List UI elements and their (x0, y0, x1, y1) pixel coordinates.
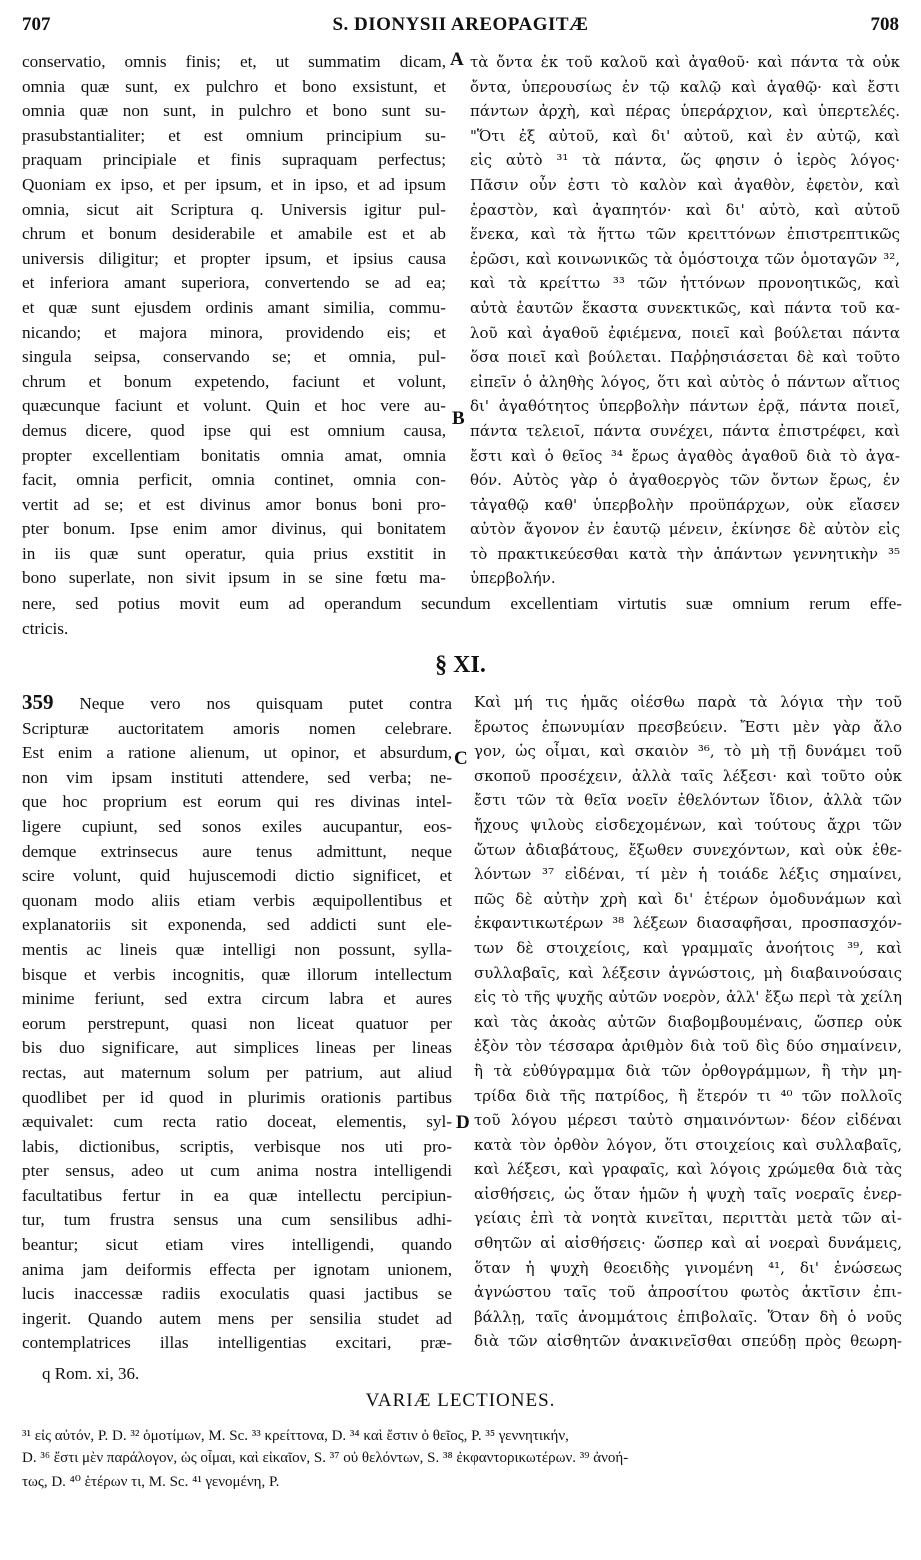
text-line: αὐτὸν ἄγονον ἐν ἑαυτῷ μένειν, ἐκίνησε δὲ αὐτὸν εἰς (470, 520, 900, 539)
text-line: ὅταν ἡ ψυχὴ θεοειδὴς γινομένη ⁴¹, δι' ἑνώσεως (474, 1258, 902, 1277)
text-line: propter excellentiam bonitatis omnia amat, omnia (22, 445, 446, 465)
greek-column-top (470, 50, 900, 595)
text-line: facit, omnia perficit, omnia continet, omnia con- (22, 470, 446, 490)
text-line: in iis quæ sunt operatur, quia prius exstitit in (22, 543, 446, 563)
text-line: γον, ὡς οἶμαι, καὶ σκαιὸν ³⁶, τὸ μὴ τῇ δυνάμει τοῦ (474, 742, 902, 761)
text-line: vertit ad se; et est divinus amor bonus boni pro- (22, 494, 446, 514)
greek-column-bottom (474, 690, 902, 1362)
text-line: ἀγνώστου ταῖς τοῦ ἀπροσίτου φωτὸς ἀκτῖσιν ἐπι- (474, 1283, 902, 1302)
text-line: σθητῶν αἱ αἰσθήσεις· ὥσπερ καὶ αἱ νοεραὶ δυνάμεις, (474, 1234, 902, 1253)
text-line: λοῦ καὶ ἀγαθοῦ ἐφιέμενα, ποιεῖ καὶ βούλεται πάντα (470, 323, 900, 342)
text-line: ctricis. (22, 618, 69, 638)
text-line: chrum et bonum desiderabile et amabile est et ab (22, 224, 446, 244)
text-line: ἔστι τῶν τὰ θεῖα νοεῖν ἐθελόντων ἴδιον, ἀλλὰ τῶν (474, 791, 902, 810)
text-line: bono superlate, non sivit ipsum in se sine fœtu ma- (22, 568, 446, 588)
text-line: πάντα τελειοῖ, πάντα συνέχει, πάντα ἐπιστρέφει, καὶ (470, 421, 900, 440)
footnote: q Rom. xi, 36. (42, 1364, 140, 1383)
text-line: labis, dictionibus, scriptis, verbisque nos uti pro- (22, 1136, 452, 1156)
margin-marker-b: B (452, 408, 465, 429)
text-line: τἀγαθῷ καθ' ὑπερβολὴν προϋπάρχων, οὐκ εἴασεν (470, 495, 900, 514)
text-line: conservatio, omnis finis; et, ut summatim dicam, (22, 52, 446, 71)
page-number-right: 708 (870, 14, 899, 35)
text-line: beantur; sicut etiam vires intelligendi, quando (22, 1235, 452, 1255)
variant-line: ³¹ εἰς αὐτόν, P. D. ³² ὁμοτίμων, M. Sc. ³³ κρείττονα, D. ³⁴ καὶ ἔστιν ὁ θεῖος, P. ³⁵ γεννητικήν, (22, 1428, 569, 1444)
text-line: demus dicere, quod ipse qui est omnium causa, (22, 420, 446, 440)
text-line: quodlibet per id quod in plurimis orationis partibus (22, 1087, 452, 1107)
text-line: ingerit. Quando autem mens per sensilia studet ad (22, 1308, 452, 1328)
text-line: "Ὅτι ἐξ αὐτοῦ, καὶ δι' αὐτοῦ, καὶ ἐν αὐτῷ, καὶ (470, 126, 900, 145)
text-line: σκοποῦ προσέχειν, ἀλλὰ ταῖς λέξεσι· καὶ τοῦτο οὐκ (474, 766, 902, 785)
text-line: pter sensus, adeo ut cum anima nostra intelligendi (22, 1161, 452, 1181)
text-line: scire volunt, quid hujuscemodi dictio significet, et (22, 866, 452, 886)
text-line: βάλλῃ, ταῖς ἀνομμάτοις ἐπιβολαῖς. Ὅταν δὴ ὁ νοῦς (474, 1307, 902, 1326)
text-line: æquivalet: cum recta ratio doceat, elementis, syl- (22, 1112, 452, 1132)
text-line: ὤτων ἀδιαβάτους, ἔξωθεν συνεχόντων, καὶ οὐκ ἐθε- (474, 840, 902, 859)
text-line: θόν. Αὐτὸς γὰρ ὁ ἀγαθοεργὸς τῶν ὄντων ἔρως, ἐν (470, 471, 900, 490)
text-line: αἰσθήσεις, ὡς ὅταν ἡμῶν ἡ ψυχὴ ταῖς νοεραῖς ἐνερ- (474, 1184, 902, 1203)
text-line: nicando; et majora minora, providendo eis; et (22, 322, 446, 342)
text-line: ἐρῶσι, καὶ κοινωνικῶς τὰ ὁμόστοιχα τῶν ὁμοταγῶν ³², (470, 249, 900, 268)
margin-marker-c: C (454, 748, 468, 769)
text-line: δι' ἀγαθότητος ὑπερβολὴν πάντων ἐρᾷ, πάντα ποιεῖ, (470, 397, 900, 416)
text-line: καὶ τὰ κρείττω ³³ τῶν ἡττόνων προνοητικῶς, καὶ (470, 274, 900, 293)
variant-line: D. ³⁶ ἔστι μὲν παράλογον, ὡς οἶμαι, καὶ εἰκαῖον, S. ³⁷ οὐ θελόντων, S. ³⁸ ἐκφαντορικωτέρων. ³⁹ ἀνοή- (22, 1450, 629, 1466)
text-line: εἰς αὐτὸ ³¹ τὰ πάντα, ὥς φησιν ὁ ἱερὸς λόγος· (470, 151, 900, 170)
text-line: ὄντα, ὑπερουσίως ἐν τῷ καλῷ καὶ ἀγαθῷ· καὶ ἔστι (470, 77, 900, 96)
text-line: chrum et bonum expetendo, faciunt et volunt, (22, 371, 446, 391)
text-line: διὰ τῶν αἰσθητῶν ἀνακινεῖσθαι σπεύδῃ πρὸς θεωρη- (474, 1332, 902, 1351)
text-line: anima jam deiformis effecta per ignotam unionem, (22, 1259, 452, 1279)
text-line: λόντων ³⁷ εἰδέναι, τί μὲν ἡ τοιάδε λέξις σημαίνει, (474, 865, 902, 884)
section-heading: § XI. (435, 652, 486, 678)
text-line: καὶ λέξεσι, καὶ γραφαῖς, καὶ λόγοις χρώμεθα διὰ τὰς (474, 1160, 902, 1179)
text-line: ἔστι καὶ ὁ θεῖος ³⁴ ἔρως ἀγαθὸς ἀγαθοῦ διὰ τὸ ἀγα- (470, 446, 900, 465)
latin-column-top (22, 50, 446, 595)
text-line: bis duo significare, aut simplices lineas per lineas (22, 1038, 452, 1058)
text-line: αὐτὰ ἑαυτῶν ἕκαστα συνεκτικῶς, καὶ πάντα τοῦ κα- (470, 298, 900, 317)
text-line: ἢ τὰ εὐθύγραμμα διὰ τῶν ὀρθογράμμων, ἢ τὴν μη- (474, 1061, 902, 1080)
text-line: Quoniam ex ipso, et per ipsum, et in ipso, et ad ipsum (22, 174, 446, 194)
text-line: contemplatrices illas intelligentias excitari, præ- (22, 1333, 452, 1353)
text-line: Καὶ μή τις ἡμᾶς οἰέσθω παρὰ τὰ λόγια τὴν τοῦ (474, 693, 902, 711)
page-number-left: 707 (22, 14, 51, 35)
text-line: omnia, sicut ait Scriptura q. Universis igitur pul- (22, 199, 446, 219)
text-line: bisque et verbis incognitis, quæ illorum intellectum (22, 964, 452, 984)
text-line: tur, tum frustra sensus una cum sensilibus adhi- (22, 1210, 452, 1230)
text-line: Est enim a ratione alienum, ut opinor, et absurdum, (22, 743, 452, 763)
text-line: praquam principiale et finis supraquam perfectus; (22, 150, 446, 170)
text-line: facultatibus fertur in ea quæ intellectu percipiun- (22, 1185, 452, 1205)
text-line: γείαις ἐπὶ τὰ νοητὰ κινεῖται, περιττὰι μετὰ τῶν αἰ- (474, 1209, 902, 1228)
text-line: ὑπερβολήν. (470, 569, 556, 588)
text-line: omnia quæ sunt, ex pulchro et bono exsistunt, et (22, 76, 446, 96)
text-line: τὰ ὄντα ἐκ τοῦ καλοῦ καὶ ἀγαθοῦ· καὶ πάντα τὰ οὐκ (470, 53, 900, 71)
text-line: eorum perstrepunt, quasi non liceat quatuor per (22, 1013, 452, 1033)
text-line: ἤχους ψιλοὺς εἰσδεχομένων, καὶ τούτους ἄχρι τῶν (474, 815, 902, 834)
text-line: rectas, aut maternum solum per patrium, aut aliud (22, 1062, 452, 1082)
text-line: lucis inaccessæ radiis exoculatis quasi jactibus se (22, 1284, 452, 1304)
text-line: ἕνεκα, καὶ τὰ ἥττω τῶν κρειττόνων ἐπιστρεπτικῶς (470, 225, 900, 244)
text-line: non vim ipsam instituti attendere, sed verba; ne- (22, 767, 452, 787)
text-line: prasubstantialiter; et est omnium principium su- (22, 125, 446, 145)
text-line: Scripturæ auctoritatem amoris nomen celebrare. (22, 718, 452, 738)
variae-lectiones-heading: VARIÆ LECTIONES. (365, 1390, 556, 1411)
text-line: τρίδα διὰ τῆς πατρίδος, ἢ ἕτερόν τι ⁴⁰ τῶν πολλοῖς (474, 1086, 902, 1105)
margin-marker-d: D (456, 1112, 470, 1133)
text-line: Πᾶσιν οὖν ἐστι τὸ καλὸν καὶ ἀγαθὸν, ἐφετὸν, καὶ (470, 175, 900, 194)
first-line-text: Neque vero nos quisquam putet contra (79, 694, 452, 713)
running-header (22, 14, 899, 44)
text-line: καὶ τὰς ἀκοὰς αὐτῶν διαβομβουμέναις, ὥσπερ οὐκ (474, 1012, 902, 1031)
text-line: ἐξὸν τὸν τέσσαρα ἀριθμὸν διὰ τοῦ δὶς δύο σημαίνειν, (474, 1037, 902, 1056)
variant-line: τως, D. ⁴⁰ ἑτέρων τι, M. Sc. ⁴¹ γενομένη, P. (22, 1474, 280, 1490)
text-line: των δὲ στοιχείοις, καὶ γραμμαῖς ἀνοήτοις ³⁹, καὶ (474, 938, 902, 957)
text-line: τοῦ λόγου μέρεσι ταὐτὸ σημαινόντων· δέον εἰδέναι (474, 1111, 902, 1130)
text-line: universis diligitur; et propter ipsum, et ipsius causa (22, 248, 446, 268)
text-line: quonam modo aliis etiam verbis æquipollentibus et (22, 890, 452, 910)
text-line: pter bonum. Ipse enim amor divinus, qui bonitatem (22, 519, 446, 539)
text-line: quæcunque faciunt et volunt. Quin et hoc vere au- (22, 396, 446, 416)
latin-column-bottom (22, 690, 452, 1362)
text-line: que hoc proprium est eorum qui res divinas intel- (22, 792, 452, 812)
text-line: omnia quæ non sunt, in pulchro et bono sunt su- (22, 101, 446, 121)
text-line: demque extrinsecus aure tenus admittunt, neque (22, 841, 452, 861)
text-line: et quæ sunt ejusdem ordinis amant similia, commu- (22, 297, 446, 317)
latin-full-width-tail (22, 592, 902, 644)
text-line: πάντων ἀρχὴ, καὶ πέρας ὑπεράρχιον, καὶ ὑπερτελές. (470, 102, 900, 121)
text-line: τὸ πρακτικεύεσθαι κατὰ τὴν ἁπάντων γεννητικὴν ³⁵ (470, 544, 900, 563)
text-line: ἔρωτος ἐπωνυμίαν πρεσβεύειν. Ἔστι μὲν γὰρ ἄλο (474, 717, 902, 736)
text-line: ἐκφαντικωτέρων ³⁸ λέξεων διασαφῆσαι, προσπασχόν- (474, 914, 902, 933)
text-line: minime feriunt, sed extra circum labra et aures (22, 989, 452, 1009)
text-line: ligere cupiunt, sed sonos exiles aucupantur, eos- (22, 816, 452, 836)
text-line: συλλαβαῖς, καὶ λέξεσιν ἀγνώστοις, μὴ διαβαινούσαις (474, 963, 902, 982)
text-line: κατὰ τὸν ὀρθὸν λόγον, ὅτι στοιχείοις καὶ συλλαβαῖς, (474, 1135, 902, 1154)
text-line: ὅσα ποιεῖ καὶ βούλεται. Παῤῥησιάσεται δὲ καὶ τοῦτο (470, 348, 900, 367)
text-line: explanatoriis sit exponenda, sed addicti sunt ele- (22, 915, 452, 935)
running-title: S. DIONYSII AREOPAGITÆ (332, 14, 589, 35)
paragraph-number: 359 (22, 690, 54, 714)
margin-marker-a: A (450, 49, 464, 70)
text-line: nere, sed potius movit eum ad operandum secundum excellentiam virtutis suæ omnium rerum effe- (22, 594, 902, 613)
text-line: ἐραστὸν, καὶ ἀγαπητόν· καὶ δι' αὐτὸ, καὶ αὐτοῦ (470, 200, 900, 219)
text-line: εἰπεῖν ὁ ἀληθὴς λόγος, ὅτι καὶ αὐτὸς ὁ πάντων αἴτιος (470, 372, 900, 391)
text-line: πῶς δὲ αὐτὴν χρὴ καὶ δι' ἑτέρων ὁμοδυνάμων καὶ (474, 889, 902, 908)
text-line (22, 690, 452, 717)
text-line: et inferiora amant superiora, convertendo se ad ea; (22, 273, 446, 293)
text-line: singula seipsa, conservando se; et omnia, pul- (22, 347, 446, 367)
text-line: εἰς τὸ τῆς ψυχῆς αὐτῶν νοερὸν, ἀλλ' ἔξω περὶ τὰ χείλη (474, 988, 902, 1007)
text-line: mentis ac lineis quæ intelligi non possunt, sylla- (22, 939, 452, 959)
